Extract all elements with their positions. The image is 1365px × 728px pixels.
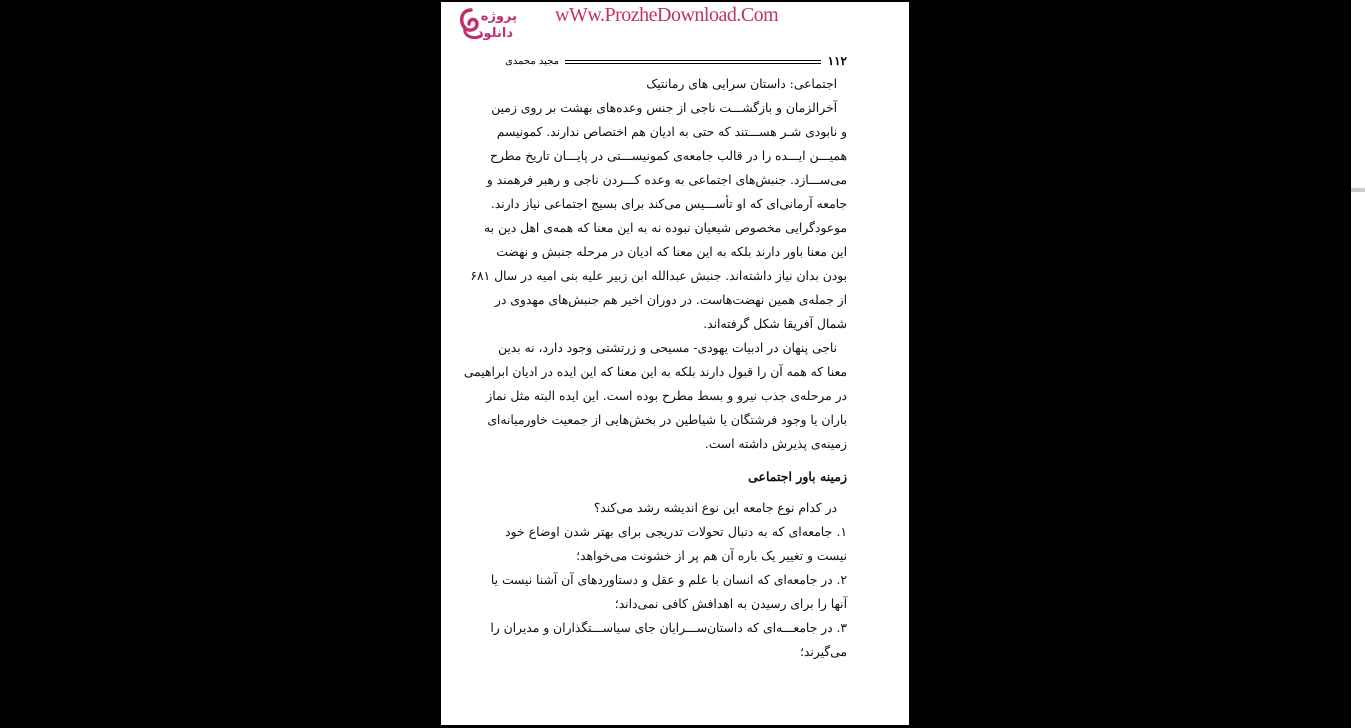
body-text (463, 72, 847, 664)
text-line: ۱. جامعه‌ای که به دنبال تحولات تدریجی برای بهتر شدن اوضاع خود (505, 525, 847, 539)
text-line: از جمله‌ی همین نهضت‌هاست. در دوران اخیر هم جنبش‌های مهدوی در (494, 293, 847, 307)
text-line: و نابودی شـر هســـتند که حتی به ادیان هم اختصاص ندارند. کمونیسم (496, 125, 847, 139)
text-line: نیست و تغییر یک باره آن هم پر از خشونت می‌خواهد؛ (576, 549, 847, 563)
text-line: جامعه آرمانی‌ای که او تأســـیس می‌کند برای بسیج اجتماعی نیاز دارند. (490, 197, 847, 211)
section-heading: زمینه باور اجتماعی (748, 469, 847, 484)
text-line: همیـــن ایـــده را در قالب جامعه‌ی کمونیســـتی در پایـــان تاریخ مطرح (489, 149, 847, 163)
watermark-url: wWw.ProzheDownload.Com (555, 4, 779, 26)
text-line: این معنا باور دارند بلکه به این معنا که ادیان در مرحله جنبش و نهضت (496, 245, 847, 259)
document-page (441, 2, 909, 725)
svg-text:پروژه: پروژه (480, 9, 517, 24)
text-line: آنها را برای رسیدن به اهدافش کافی نمی‌داند؛ (614, 597, 847, 611)
text-line: در مرحله‌ی جذب نیرو و بسط مطرح بوده است. این ایده البته مثل نماز (486, 389, 847, 403)
text-line: ۳. در جامعـــه‌ای که داستان‌ســـرایان جای سیاســـتگذاران و مدیران را (490, 621, 847, 635)
scrollbar-thumb[interactable] (1351, 188, 1365, 192)
text-line: می‌گیرند؛ (800, 645, 847, 659)
text-line: آخرالزمان و بازگشـــت ناجی از جنس وعده‌های بهشت بر روی زمین (491, 101, 837, 115)
text-line: اجتماعی: داستان سرایی های رمانتیک (646, 77, 837, 91)
vertical-scrollbar[interactable] (1351, 0, 1365, 728)
text-line: باران یا وجود فرشتگان یا شیاطین در بخش‌هایی از جمعیت خاورمیانه‌ای (487, 413, 847, 427)
paragraph-3 (490, 496, 847, 664)
page-number: ۱۱۲ (827, 54, 847, 68)
header-rule (565, 60, 821, 64)
text-line: ۲. در جامعه‌ای که انسان با علم و عقل و دستاوردهای آن آشنا نیست یا (490, 573, 847, 587)
text-line: ناجی پنهان در ادبیات یهودی- مسیحی و زرتشتی وجود دارد، نه بدین (498, 341, 837, 355)
text-line: موعودگرایی مخصوص شیعیان نبوده نه به این معنا که همه‌ی اهل دین به (484, 221, 847, 235)
text-line: می‌ســـازد. جنبش‌های اجتماعی به وعده کـــردن ناجی و رهبر فرهمند و (486, 173, 847, 187)
text-line: در کدام نوع جامعه این نوع اندیشه رشد می‌کند؟ (593, 501, 837, 515)
paragraph-1 (470, 72, 847, 336)
text-line: زمینه‌ی پذیرش داشته است. (704, 437, 847, 451)
text-line: معنا که همه آن را قبول دارند بلکه به این معنا که این ایده در ادیان ابراهیمی (463, 365, 847, 379)
text-line: بودن بدان نیاز داشته‌اند. جنبش عبدالله ابن زبیر علیه بنی امیه در سال ۶۸۱ (470, 269, 847, 283)
running-head (505, 54, 847, 70)
svg-text:دانلود: دانلود (476, 26, 513, 41)
author-name: مجید محمدی (505, 56, 559, 67)
prozhe-download-logo (455, 4, 527, 42)
paragraph-2 (463, 336, 847, 456)
text-line: شمال آفریقا شکل گرفته‌اند. (703, 317, 847, 331)
